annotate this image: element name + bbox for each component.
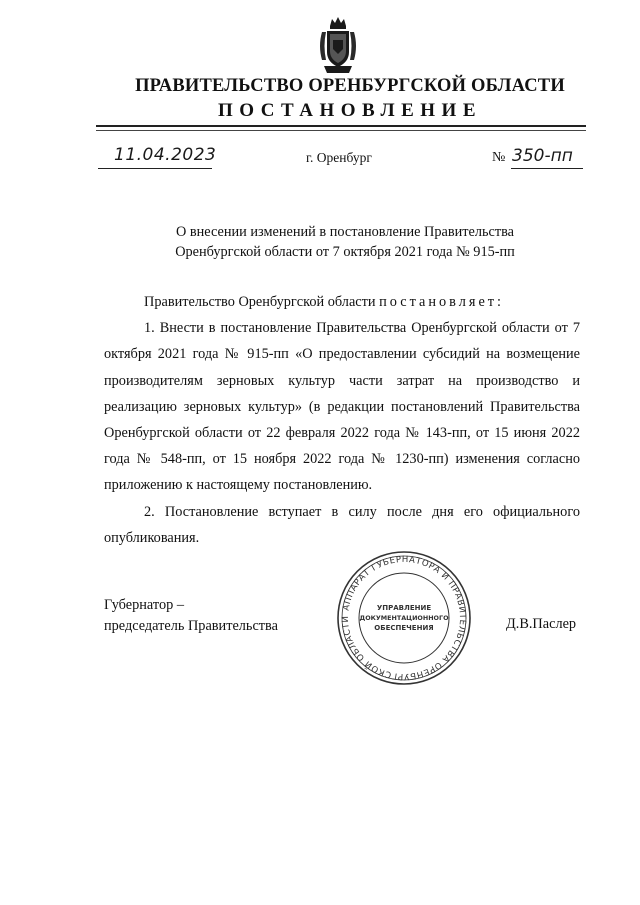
government-name: ПРАВИТЕЛЬСТВО ОРЕНБУРГСКОЙ ОБЛАСТИ — [135, 76, 565, 96]
stamp-outer-text: АППАРАТ ГУБЕРНАТОРА И ПРАВИТЕЛЬСТВА ОРЕНБУРГСКОЙ ОБЛАСТИ — [340, 554, 468, 682]
subject-line-1: О внесении изменений в постановление Правительства — [175, 224, 515, 240]
header-divider-thick — [96, 125, 586, 127]
signer-role — [104, 595, 278, 637]
stamp-inner-line-1: УПРАВЛЕНИЕ — [376, 604, 432, 612]
orenburg-coat-of-arms-icon — [316, 16, 360, 76]
paragraph-item-2: 2. Постановление вступает в силу после дня его официального опубликования. — [104, 503, 580, 546]
preamble-lead: Правительство Оренбургской области — [144, 294, 376, 310]
stamp-inner-line-2: ДОКУМЕНТАЦИОННОГО — [359, 614, 449, 622]
document-number: 350-пп — [512, 146, 573, 166]
stamp-inner-line-3: ОБЕСПЕЧЕНИЯ — [374, 624, 434, 632]
subject-line-2: Оренбургской области от 7 октября 2021 года № 915-пп — [175, 244, 515, 260]
document-subject — [100, 222, 590, 262]
signer-role-line-1: Губернатор – — [104, 597, 184, 613]
header-divider-thin — [96, 130, 586, 131]
signer-role-line-2: председатель Правительства — [104, 618, 278, 634]
document-city: г. Оренбург — [306, 150, 372, 165]
document-type-title: ПОСТАНОВЛЕНИЕ — [217, 100, 483, 121]
document-date: 11.04.2023 — [114, 145, 217, 165]
paragraph-item-1: 1. Внести в постановление Правительства Оренбургской области от 7 октября 2021 года № 915-пп «О предоставлении субсидий на возмещение производителям зерновых культур части затрат на производство и реализацию зерновых культур» (в редакции постановлений Правительства Оренбургской области от 22 февраля 2022 года № 143-пп, от 15 июня 2022 года № 548-пп, от 15 ноября 2022 года № 1230-пп) изменения согласно приложению к настоящему постановлению. — [104, 320, 580, 494]
preamble — [104, 289, 580, 315]
signer-name: Д.В.Паслер — [506, 616, 577, 632]
number-sign: № — [492, 150, 506, 165]
date-underline — [98, 168, 212, 169]
preamble-verb: постановляет: — [379, 294, 505, 310]
document-body — [104, 289, 580, 551]
number-underline — [511, 168, 583, 169]
official-stamp — [334, 548, 474, 688]
